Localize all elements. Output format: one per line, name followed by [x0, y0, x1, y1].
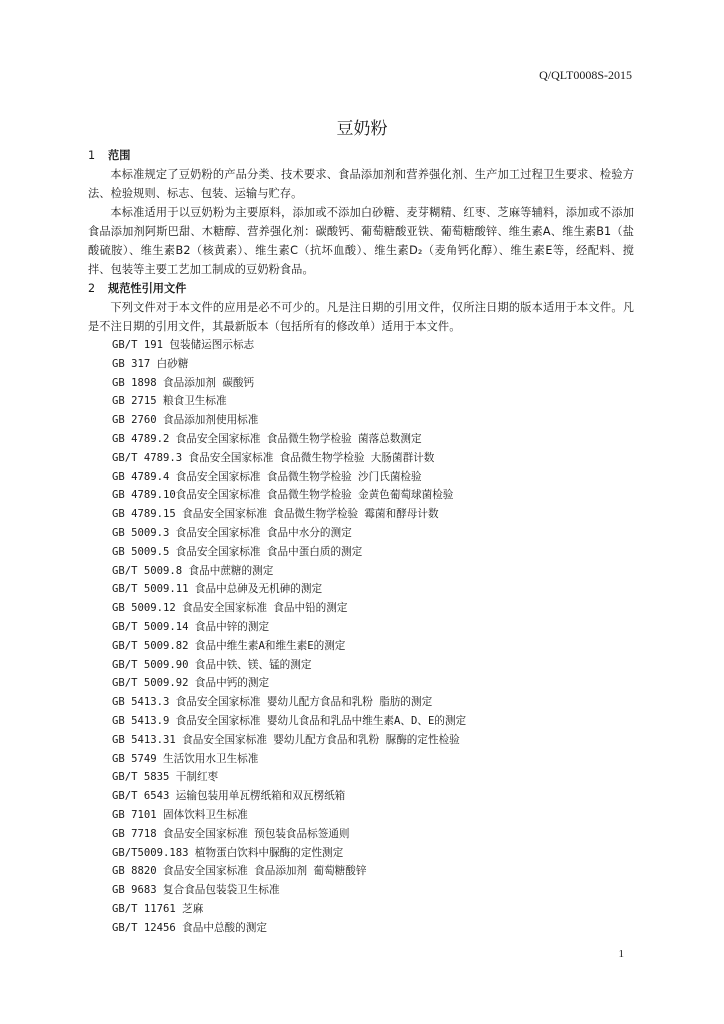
reference-item: GB/T 5009.90 食品中铁、镁、锰的测定 — [112, 658, 312, 671]
reference-item: GB 4789.10食品安全国家标准 食品微生物学检验 金黄色葡萄球菌检验 — [112, 489, 454, 502]
reference-item: GB 4789.4 食品安全国家标准 食品微生物学检验 沙门氏菌检验 — [112, 470, 422, 483]
page-number: 1 — [618, 948, 624, 960]
reference-item: GB 5413.3 食品安全国家标准 婴幼儿配方食品和乳粉 脂肪的测定 — [112, 696, 433, 709]
reference-item: GB 9683 复合食品包装袋卫生标准 — [112, 884, 280, 897]
reference-item: GB/T 4789.3 食品安全国家标准 食品微生物学检验 大肠菌群计数 — [112, 451, 435, 464]
document-code: Q/QLT0008S-2015 — [539, 68, 632, 82]
reference-item: GB/T 5009.8 食品中蔗糖的测定 — [112, 564, 274, 577]
reference-item: GB/T 5009.82 食品中维生素A和维生素E的测定 — [112, 639, 346, 652]
reference-list — [88, 336, 634, 938]
reference-item: GB 4789.2 食品安全国家标准 食品微生物学检验 菌落总数测定 — [112, 432, 422, 445]
document-title: 豆奶粉 — [336, 119, 388, 139]
section-title: 范围 — [108, 149, 131, 162]
reference-item: GB/T 12456 食品中总酸的测定 — [112, 921, 267, 934]
paragraph: 本标准适用于以豆奶粉为主要原料，添加或不添加白砂糖、麦芽糊精、红枣、芝麻等辅料，添加或不添加食品添加剂阿斯巴甜、木糖醇、营养强化剂：碳酸钙、葡萄糖酸亚铁、葡萄糖酸锌、维生素A、维生素B1（盐酸硫胺）、维生素B2（核黄素）、维生素C（抗坏血酸）、维生素D₂（麦角钙化醇）、维生素E等，经配料、搅拌、包装等主要工艺加工制成的豆奶粉食品。 — [88, 206, 634, 276]
section-title: 规范性引用文件 — [108, 282, 187, 295]
reference-item: GB 8820 食品安全国家标准 食品添加剂 葡萄糖酸锌 — [112, 865, 367, 878]
reference-item: GB 5413.9 食品安全国家标准 婴幼儿食品和乳品中维生素A、D、E的测定 — [112, 714, 467, 727]
document-body — [88, 146, 634, 938]
paragraph: 下列文件对于本文件的应用是必不可少的。凡是注日期的引用文件，仅所注日期的版本适用于本文件。凡是不注日期的引用文件，其最新版本（包括所有的修改单）适用于本文件。 — [88, 301, 634, 333]
reference-item: GB 1898 食品添加剂 碳酸钙 — [112, 376, 255, 389]
paragraph: 本标准规定了豆奶粉的产品分类、技术要求、食品添加剂和营养强化剂、生产加工过程卫生要求、检验方法、检验规则、标志、包装、运输与贮存。 — [88, 168, 634, 200]
reference-item: GB/T 191 包装储运图示标志 — [112, 339, 255, 351]
reference-item: GB 5009.12 食品安全国家标准 食品中铅的测定 — [112, 602, 348, 615]
section-normative-references — [88, 279, 634, 938]
reference-item: GB/T 11761 芝麻 — [112, 902, 204, 915]
reference-item: GB 317 白砂糖 — [112, 357, 189, 370]
reference-item: GB/T 5009.14 食品中锌的测定 — [112, 620, 270, 633]
reference-item: GB 4789.15 食品安全国家标准 食品微生物学检验 霉菌和酵母计数 — [112, 508, 439, 521]
section-scope — [88, 146, 634, 279]
reference-item: GB 5009.3 食品安全国家标准 食品中水分的测定 — [112, 526, 352, 539]
section-heading — [88, 279, 634, 298]
section-number: 1 — [88, 149, 96, 162]
reference-item: GB/T 5009.92 食品中钙的测定 — [112, 677, 270, 690]
reference-item: GB 7718 食品安全国家标准 预包装食品标签通则 — [112, 827, 350, 840]
reference-item: GB/T 5835 干制红枣 — [112, 771, 219, 784]
reference-item: GB 5749 生活饮用水卫生标准 — [112, 752, 259, 765]
reference-item: GB 5009.5 食品安全国家标准 食品中蛋白质的测定 — [112, 545, 363, 558]
reference-item: GB/T5009.183 植物蛋白饮料中脲酶的定性测定 — [112, 846, 344, 859]
reference-item: GB/T 5009.11 食品中总砷及无机砷的测定 — [112, 583, 323, 596]
reference-item: GB 2715 粮食卫生标准 — [112, 395, 227, 408]
reference-item: GB 5413.31 食品安全国家标准 婴幼儿配方食品和乳粉 脲酶的定性检验 — [112, 733, 460, 746]
section-number: 2 — [88, 282, 96, 295]
section-heading — [88, 146, 634, 165]
reference-item: GB 2760 食品添加剂使用标准 — [112, 414, 259, 427]
reference-item: GB/T 6543 运输包装用单瓦楞纸箱和双瓦楞纸箱 — [112, 790, 346, 803]
reference-item: GB 7101 固体饮料卫生标准 — [112, 808, 248, 821]
